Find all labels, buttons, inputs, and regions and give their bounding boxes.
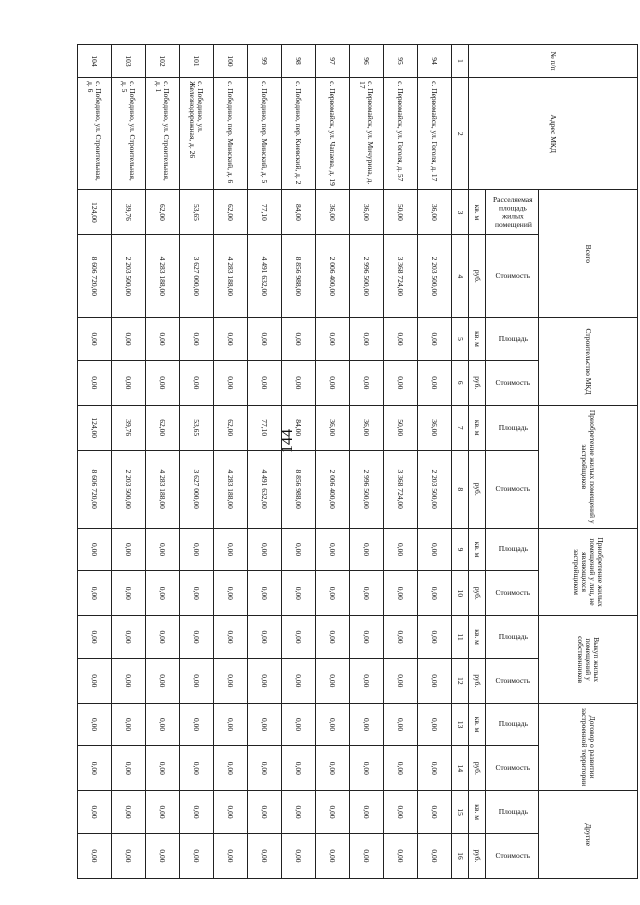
column-number: 14 — [451, 746, 468, 791]
cell-area: 0,00 — [383, 528, 417, 571]
row-address: с. Первомайск, ул. Гоголя, д. 17 — [417, 78, 451, 190]
row-number: 96 — [349, 45, 383, 78]
cell-area: 0,00 — [213, 703, 247, 746]
row-number: 101 — [179, 45, 213, 78]
cell-cost: 2 203 500,00 — [417, 450, 451, 528]
unit-rub: руб. — [468, 746, 485, 791]
cell-cost: 0,00 — [417, 360, 451, 405]
cell-area: 84,00 — [281, 405, 315, 450]
table-row — [145, 45, 179, 879]
header-cost: Стоимость — [485, 833, 538, 878]
cell-cost: 0,00 — [179, 658, 213, 703]
cell-cost: 3 368 724,00 — [383, 450, 417, 528]
cell-area: 53,65 — [179, 405, 213, 450]
cell-area: 0,00 — [77, 528, 111, 571]
cell-cost: 0,00 — [213, 658, 247, 703]
header-area: Площадь — [485, 703, 538, 746]
column-number: 9 — [451, 528, 468, 571]
cell-area: 0,00 — [281, 318, 315, 361]
header-buyout: Выкуп жилых помещений у собственников — [539, 616, 638, 704]
cell-cost: 0,00 — [77, 833, 111, 878]
cell-cost: 0,00 — [383, 833, 417, 878]
cell-area: 0,00 — [179, 703, 213, 746]
cell-cost: 0,00 — [179, 571, 213, 616]
cell-area: 0,00 — [77, 791, 111, 834]
row-number: 104 — [77, 45, 111, 78]
cell-area: 0,00 — [315, 318, 349, 361]
cell-area: 84,00 — [281, 190, 315, 235]
cell-cost: 0,00 — [247, 658, 281, 703]
cell-cost: 0,00 — [111, 746, 145, 791]
table-row — [77, 45, 111, 879]
cell-cost: 0,00 — [383, 360, 417, 405]
row-number: 94 — [417, 45, 451, 78]
unit-sq-m: кв. м — [468, 405, 485, 450]
cell-area: 0,00 — [247, 528, 281, 571]
cell-cost: 0,00 — [247, 833, 281, 878]
row-address: с. Победино, пер. Минский, д. 6 — [213, 78, 247, 190]
cell-cost: 0,00 — [247, 746, 281, 791]
resettlement-table — [77, 44, 638, 879]
cell-area: 0,00 — [179, 791, 213, 834]
row-address: с. Победино, ул. Железнодорожная, д. 26 — [179, 78, 213, 190]
cell-area: 0,00 — [417, 318, 451, 361]
cell-cost: 0,00 — [111, 360, 145, 405]
header-area: Площадь — [485, 616, 538, 659]
cell-cost: 0,00 — [145, 746, 179, 791]
cell-cost: 4 491 632,00 — [247, 450, 281, 528]
cell-cost: 2 203 500,00 — [417, 235, 451, 318]
table-row — [383, 45, 417, 879]
header-address: Адрес МКД — [468, 78, 637, 190]
cell-cost: 0,00 — [417, 833, 451, 878]
cell-cost: 4 283 188,00 — [213, 450, 247, 528]
header-cost: Стоимость — [485, 235, 538, 318]
unit-sq-m: кв. м — [468, 703, 485, 746]
header-total: Всего — [539, 190, 638, 318]
row-number: 102 — [145, 45, 179, 78]
header-cost: Стоимость — [485, 360, 538, 405]
column-number: 4 — [451, 235, 468, 318]
unit-rub: руб. — [468, 658, 485, 703]
cell-area: 0,00 — [213, 318, 247, 361]
cell-area: 124,00 — [77, 190, 111, 235]
cell-cost: 4 283 188,00 — [145, 450, 179, 528]
header-cost: Стоимость — [485, 658, 538, 703]
cell-area: 0,00 — [111, 318, 145, 361]
header-cost: Стоимость — [485, 450, 538, 528]
table-row — [111, 45, 145, 879]
cell-area: 0,00 — [417, 791, 451, 834]
cell-area: 0,00 — [247, 791, 281, 834]
column-number: 5 — [451, 318, 468, 361]
cell-area: 0,00 — [349, 616, 383, 659]
cell-area: 0,00 — [315, 616, 349, 659]
header-area-resettled: Расселяемая площадь жилых помещений — [485, 190, 538, 235]
cell-area: 36,00 — [315, 190, 349, 235]
cell-area: 0,00 — [145, 318, 179, 361]
header-row-groups — [539, 45, 638, 879]
cell-cost: 0,00 — [383, 571, 417, 616]
cell-cost: 8 856 988,00 — [281, 450, 315, 528]
header-purchase-non-developers: Приобретение жилых помещений у лиц, не являющихся застройщиком — [539, 528, 638, 616]
cell-cost: 0,00 — [417, 658, 451, 703]
column-number: 15 — [451, 791, 468, 834]
cell-area: 0,00 — [77, 703, 111, 746]
header-row-column-numbers — [451, 45, 468, 879]
cell-area: 62,00 — [145, 190, 179, 235]
cell-area: 0,00 — [111, 791, 145, 834]
table-row — [349, 45, 383, 879]
column-number: 8 — [451, 450, 468, 528]
cell-cost: 0,00 — [349, 360, 383, 405]
cell-cost: 2 203 500,00 — [111, 450, 145, 528]
row-number: 103 — [111, 45, 145, 78]
cell-area: 0,00 — [417, 616, 451, 659]
unit-rub: руб. — [468, 833, 485, 878]
cell-area: 0,00 — [111, 528, 145, 571]
cell-cost: 0,00 — [145, 833, 179, 878]
cell-cost: 0,00 — [111, 658, 145, 703]
row-number: 97 — [315, 45, 349, 78]
cell-cost: 0,00 — [315, 360, 349, 405]
table-row — [179, 45, 213, 879]
cell-cost: 0,00 — [179, 746, 213, 791]
page-number: 144 — [279, 429, 296, 453]
cell-area: 62,00 — [145, 405, 179, 450]
header-area: Площадь — [485, 405, 538, 450]
cell-cost: 0,00 — [383, 658, 417, 703]
column-number: 13 — [451, 703, 468, 746]
unit-rub: руб. — [468, 450, 485, 528]
row-address: с. Победино, ул. Строительная, д. 1 — [145, 78, 179, 190]
cell-area: 36,00 — [417, 190, 451, 235]
unit-sq-m: кв. м — [468, 190, 485, 235]
column-number: 11 — [451, 616, 468, 659]
cell-area: 0,00 — [247, 616, 281, 659]
cell-cost: 4 491 632,00 — [247, 235, 281, 318]
cell-cost: 3 627 000,00 — [179, 235, 213, 318]
cell-cost: 8 856 988,00 — [281, 235, 315, 318]
header-other: Другие — [539, 791, 638, 879]
row-number: 99 — [247, 45, 281, 78]
cell-cost: 4 283 188,00 — [213, 235, 247, 318]
row-address: с. Первомайск, ул. Мичурина, д. 17 — [349, 78, 383, 190]
cell-cost: 0,00 — [349, 571, 383, 616]
cell-area: 0,00 — [315, 528, 349, 571]
cell-cost: 0,00 — [77, 746, 111, 791]
header-area: Площадь — [485, 318, 538, 361]
cell-area: 0,00 — [315, 703, 349, 746]
column-number: 6 — [451, 360, 468, 405]
cell-area: 39,76 — [111, 405, 145, 450]
header-mkd-construction: Строительство МКД — [539, 318, 638, 406]
cell-cost: 0,00 — [247, 360, 281, 405]
cell-area: 0,00 — [77, 616, 111, 659]
cell-area: 0,00 — [349, 528, 383, 571]
row-address: с. Победино, ул. Строительная, д. 5 — [111, 78, 145, 190]
cell-cost: 0,00 — [247, 571, 281, 616]
cell-area: 0,00 — [145, 703, 179, 746]
cell-area: 36,00 — [349, 190, 383, 235]
column-number: 10 — [451, 571, 468, 616]
row-number: 98 — [281, 45, 315, 78]
column-number: 7 — [451, 405, 468, 450]
cell-area: 62,00 — [213, 190, 247, 235]
cell-area: 53,65 — [179, 190, 213, 235]
cell-cost: 0,00 — [417, 571, 451, 616]
cell-cost: 0,00 — [315, 833, 349, 878]
cell-area: 0,00 — [417, 703, 451, 746]
cell-area: 0,00 — [281, 703, 315, 746]
cell-cost: 0,00 — [417, 746, 451, 791]
cell-area: 0,00 — [315, 791, 349, 834]
unit-rub: руб. — [468, 235, 485, 318]
cell-area: 0,00 — [281, 616, 315, 659]
cell-area: 0,00 — [383, 703, 417, 746]
cell-cost: 2 996 500,00 — [349, 235, 383, 318]
cell-area: 36,00 — [349, 405, 383, 450]
cell-area: 0,00 — [383, 791, 417, 834]
header-no: № п/п — [468, 45, 637, 78]
cell-area: 0,00 — [213, 616, 247, 659]
cell-cost: 0,00 — [111, 571, 145, 616]
cell-area: 0,00 — [349, 791, 383, 834]
cell-cost: 2 203 500,00 — [111, 235, 145, 318]
cell-cost: 0,00 — [213, 833, 247, 878]
table-body — [77, 45, 451, 879]
table-row — [213, 45, 247, 879]
table-row — [417, 45, 451, 879]
cell-cost: 2 006 400,00 — [315, 235, 349, 318]
table-row — [247, 45, 281, 879]
cell-cost: 0,00 — [281, 360, 315, 405]
cell-area: 62,00 — [213, 405, 247, 450]
cell-area: 0,00 — [179, 616, 213, 659]
row-number: 95 — [383, 45, 417, 78]
row-address: с. Первомайск, ул. Чапаева, д. 19 — [315, 78, 349, 190]
cell-cost: 0,00 — [111, 833, 145, 878]
cell-cost: 0,00 — [281, 746, 315, 791]
column-number: 3 — [451, 190, 468, 235]
header-development-agreement: Договор о развитии застроенной территории — [539, 703, 638, 791]
cell-cost: 3 368 724,00 — [383, 235, 417, 318]
cell-area: 0,00 — [247, 703, 281, 746]
cell-area: 0,00 — [247, 318, 281, 361]
cell-cost: 0,00 — [315, 658, 349, 703]
cell-cost: 0,00 — [383, 746, 417, 791]
cell-cost: 0,00 — [179, 360, 213, 405]
cell-area: 0,00 — [349, 318, 383, 361]
cell-area: 0,00 — [349, 703, 383, 746]
cell-area: 77,10 — [247, 190, 281, 235]
cell-area: 0,00 — [281, 791, 315, 834]
column-number: 2 — [451, 78, 468, 190]
cell-cost: 0,00 — [77, 658, 111, 703]
unit-sq-m: кв. м — [468, 791, 485, 834]
cell-area: 0,00 — [417, 528, 451, 571]
cell-cost: 2 996 500,00 — [349, 450, 383, 528]
cell-cost: 0,00 — [145, 571, 179, 616]
column-number: 16 — [451, 833, 468, 878]
row-address: с. Первомайск, ул. Гоголя, д. 57 — [383, 78, 417, 190]
cell-cost: 0,00 — [349, 658, 383, 703]
cell-cost: 0,00 — [77, 571, 111, 616]
row-number: 100 — [213, 45, 247, 78]
cell-cost: 0,00 — [145, 360, 179, 405]
cell-cost: 0,00 — [349, 833, 383, 878]
cell-area: 0,00 — [179, 528, 213, 571]
cell-area: 0,00 — [111, 616, 145, 659]
column-number: 1 — [451, 45, 468, 78]
row-address: с. Победино, ул. Строительная, д. 6 — [77, 78, 111, 190]
cell-cost: 4 283 188,00 — [145, 235, 179, 318]
cell-area: 36,00 — [417, 405, 451, 450]
header-area: Площадь — [485, 791, 538, 834]
cell-area: 0,00 — [77, 318, 111, 361]
cell-area: 0,00 — [383, 318, 417, 361]
table-row — [315, 45, 349, 879]
header-purchase-developers: Приобретение жилых помещений у застройщиков — [539, 405, 638, 528]
cell-cost: 8 606 720,00 — [77, 450, 111, 528]
unit-sq-m: кв. м — [468, 318, 485, 361]
cell-area: 0,00 — [145, 616, 179, 659]
cell-area: 0,00 — [213, 791, 247, 834]
cell-cost: 0,00 — [213, 571, 247, 616]
rotated-table-frame — [86, 44, 638, 879]
unit-sq-m: кв. м — [468, 528, 485, 571]
row-address: с. Победино, пер. Минский, д. 5 — [247, 78, 281, 190]
unit-rub: руб. — [468, 360, 485, 405]
table-container — [86, 44, 638, 879]
cell-cost: 0,00 — [179, 833, 213, 878]
cell-cost: 8 606 720,00 — [77, 235, 111, 318]
cell-cost: 0,00 — [315, 746, 349, 791]
cell-cost: 0,00 — [77, 360, 111, 405]
header-cost: Стоимость — [485, 746, 538, 791]
cell-area: 0,00 — [281, 528, 315, 571]
cell-area: 124,00 — [77, 405, 111, 450]
table-row — [281, 45, 315, 879]
header-area: Площадь — [485, 528, 538, 571]
cell-cost: 0,00 — [213, 360, 247, 405]
cell-area: 0,00 — [179, 318, 213, 361]
cell-cost: 0,00 — [145, 658, 179, 703]
unit-sq-m: кв. м — [468, 616, 485, 659]
cell-cost: 0,00 — [315, 571, 349, 616]
cell-cost: 0,00 — [213, 746, 247, 791]
cell-area: 36,00 — [315, 405, 349, 450]
cell-area: 39,76 — [111, 190, 145, 235]
cell-area: 0,00 — [145, 528, 179, 571]
cell-cost: 0,00 — [349, 746, 383, 791]
cell-area: 77,10 — [247, 405, 281, 450]
cell-area: 0,00 — [145, 791, 179, 834]
cell-area: 50,00 — [383, 405, 417, 450]
cell-cost: 0,00 — [281, 658, 315, 703]
cell-cost: 0,00 — [281, 571, 315, 616]
cell-area: 50,00 — [383, 190, 417, 235]
header-cost: Стоимость — [485, 571, 538, 616]
cell-cost: 2 006 400,00 — [315, 450, 349, 528]
unit-rub: руб. — [468, 571, 485, 616]
row-address: с. Победино, пер. Киевский, д. 2 — [281, 78, 315, 190]
cell-cost: 0,00 — [281, 833, 315, 878]
cell-area: 0,00 — [213, 528, 247, 571]
column-number: 12 — [451, 658, 468, 703]
cell-area: 0,00 — [383, 616, 417, 659]
cell-area: 0,00 — [111, 703, 145, 746]
cell-cost: 3 627 000,00 — [179, 450, 213, 528]
